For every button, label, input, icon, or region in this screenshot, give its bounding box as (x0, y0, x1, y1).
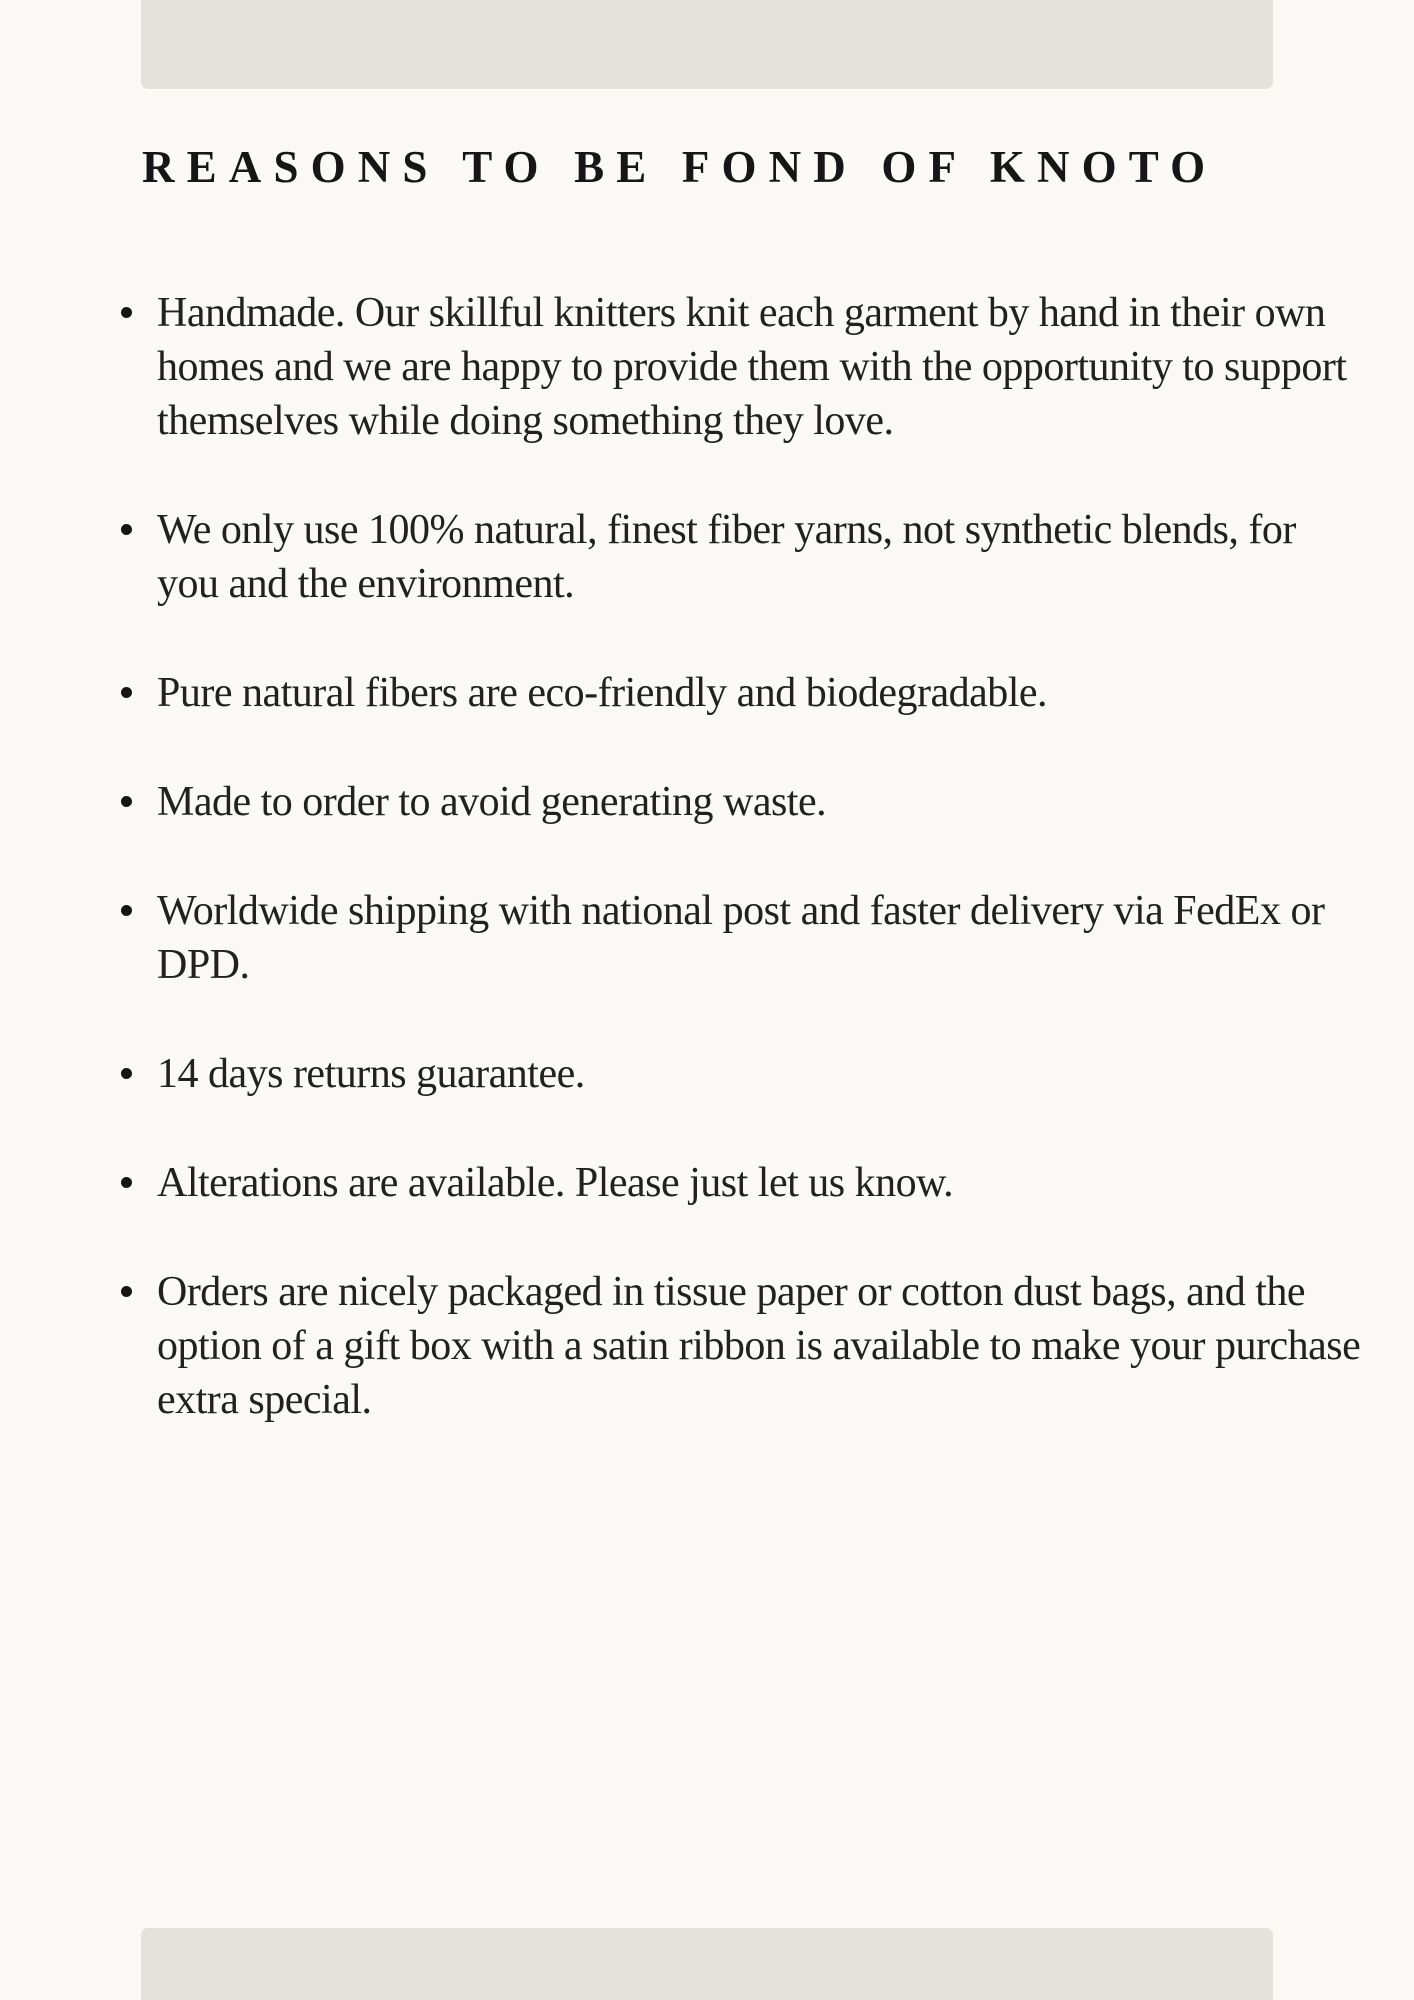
bullet-icon (121, 524, 132, 535)
list-item (142, 286, 1364, 448)
bullet-icon (121, 796, 132, 807)
bullet-icon (121, 1286, 132, 1297)
bottom-photo-band (141, 1928, 1273, 2000)
list-item-text: Worldwide shipping with national post and faster delivery via FedEx or DPD. (157, 888, 1325, 988)
bullet-icon (121, 1177, 132, 1188)
list-item-text: Handmade. Our skillful knitters knit each garment by hand in their own homes and we are happy to provide them with the opportunity to support themselves while doing something they love. (157, 290, 1347, 444)
list-item-text: 14 days returns guarantee. (157, 1051, 585, 1097)
list-item (142, 1156, 1364, 1210)
list-item (142, 1047, 1364, 1101)
bullet-icon (121, 1068, 132, 1079)
bullet-icon (121, 307, 132, 318)
list-item (142, 503, 1364, 611)
list-item-text: Orders are nicely packaged in tissue paper or cotton dust bags, and the option of a gift box with a satin ribbon is available to make your purchase extra special. (157, 1269, 1361, 1423)
list-item (142, 884, 1364, 992)
list-item (142, 775, 1364, 829)
list-item-text: We only use 100% natural, finest fiber yarns, not synthetic blends, for you and the environment. (157, 507, 1296, 607)
bullet-icon (121, 905, 132, 916)
page-title: REASONS TO BE FOND OF KNOTO (142, 142, 1218, 192)
bullet-icon (121, 687, 132, 698)
description-section (142, 0, 1372, 1482)
list-item (142, 1265, 1364, 1427)
reasons-list (142, 286, 1364, 1427)
list-item-text: Made to order to avoid generating waste. (157, 779, 827, 825)
list-item-text: Alterations are available. Please just let us know. (157, 1160, 954, 1206)
list-item (142, 666, 1364, 720)
list-item-text: Pure natural fibers are eco-friendly and biodegradable. (157, 670, 1048, 716)
